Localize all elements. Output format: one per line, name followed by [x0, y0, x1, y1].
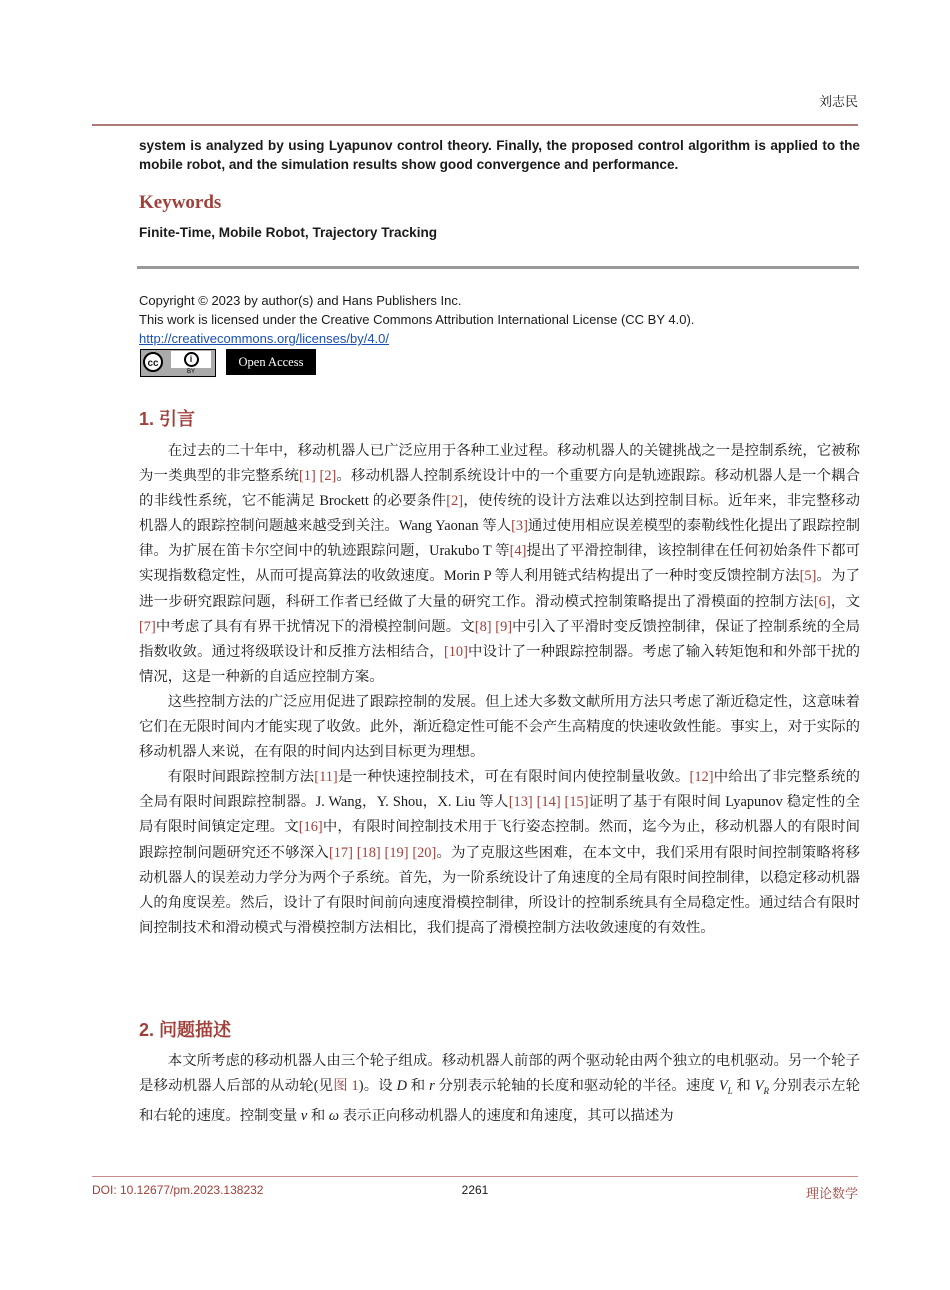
text-run: 。移动机器人控制系统设计中的一个重要方向是轨迹跟踪。移动机器人是一个耦合的非线性系统，它不能满足 Brockett 的必要条件 [139, 468, 860, 510]
text-run: 中给出了非完整系统的全局有限时间跟踪控制器。J. Wang，Y. Shou，X. Liu 等人 [139, 769, 860, 811]
cc-by-badge[interactable] [140, 349, 216, 377]
text-run: 中设计了一种跟踪控制器。考虑了输入转矩饱和和外部干扰的情况，这是一种新的自适应控制方案。 [139, 643, 860, 685]
license-line: This work is licensed under the Creative Commons Attribution International License (CC BY 4.0). [139, 312, 695, 327]
section1-paragraph-2 [139, 690, 860, 765]
license-block [139, 291, 694, 348]
section1-body [139, 439, 860, 941]
text-run: 有限时间跟踪控制方法 [167, 769, 315, 786]
text-run: 这些控制方法的广泛应用促进了跟踪控制的发展。但上述大多数文献所用方法只考虑了渐近稳定性，这意味着它们在无限时间内才能实现了收敛。此外，渐近稳定性可能不会产生高精度的快速收敛性能。事实上，对于实际的移动机器人来说，在有限的时间内达到目标更为理想。 [139, 693, 860, 761]
citation-ref[interactable]: [10] [443, 643, 468, 660]
text-run: 分别表示左轮和右轮的速度。控制变量 [139, 1078, 860, 1125]
cc-icon: cc [143, 352, 163, 372]
by-icon: i [171, 351, 211, 368]
math-variable: D [396, 1078, 407, 1095]
text-run: 和 [307, 1108, 329, 1125]
text-run: ，使传统的设计方法难以达到控制目标。近年来，非完整移动机器人的跟踪控制问题越来越受到关注。Wang Yaonan 等人 [139, 493, 861, 535]
citation-ref[interactable]: [5] [799, 568, 817, 585]
copyright-line: Copyright © 2023 by author(s) and Hans Publishers Inc. [139, 293, 462, 308]
by-label: BY [186, 369, 195, 375]
section1-title: 1. 引言 [139, 409, 196, 429]
citation-ref[interactable]: [1] [2] [299, 468, 337, 485]
footer-journal: 理论数学 [805, 1186, 858, 1201]
open-access-badge[interactable]: Open Access [226, 349, 316, 375]
text-run: 本文所考虑的移动机器人由三个轮子组成。移动机器人前部的两个驱动轮由两个独立的电机驱动。另一个轮子是移动机器人后部的从动轮(见 [139, 1053, 860, 1095]
math-variable: $V_R$ [754, 1078, 770, 1096]
text-run: 通过使用相应误差模型的泰勒线性化提出了跟踪控制律。为扩展在笛卡尔空间中的轨迹跟踪问题，Urakubo T 等 [139, 518, 860, 560]
text-run: 是一种快速控制技术，可在有限时间内使控制量收敛。 [337, 769, 690, 786]
section2-paragraph-1 [139, 1049, 860, 1129]
math-variable: v [300, 1108, 308, 1125]
text-run: 表示正向移动机器人的速度和角速度，其可以描述为 [339, 1108, 674, 1125]
citation-ref[interactable]: [6] [813, 593, 831, 610]
section1-paragraph-1 [139, 439, 860, 690]
citation-ref[interactable]: [4] [509, 543, 527, 560]
text-run: ，文 [830, 593, 860, 610]
footer-doi[interactable]: DOI: 10.12677/pm.2023.138232 [92, 1183, 264, 1197]
text-run: 中引入了平滑时变反馈控制律，保证了控制系统的全局指数收敛。通过将级联设计和反推方法相结合， [139, 618, 860, 660]
text-run: 。为了进一步研究跟踪问题，科研工作者已经做了大量的研究工作。滑动模式控制策略提出了滑模面的控制方法 [139, 568, 860, 610]
citation-ref[interactable]: [12] [689, 769, 714, 786]
text-run: 和 [732, 1078, 755, 1095]
citation-ref[interactable]: [13] [14] [15] [508, 794, 589, 811]
citation-ref[interactable]: 图 1 [333, 1078, 359, 1095]
citation-ref[interactable]: [17] [18] [19] [20] [328, 844, 437, 861]
text-run: 。为了克服这些困难，在本文中，我们采用有限时间控制策略将移动机器人的误差动力学分为两个子系统。首先，为一阶系统设计了角速度的全局有限时间控制律，以稳定移动机器人的角度误差。然后，设计了有限时间前向速度滑模控制律，所设计的控制系统具有全局稳定性。通过结合有限时间控制技术和滑动模式与滑模控制方法相比，我们提高了滑模控制方法收敛速度的有效性。 [139, 844, 860, 936]
section2-body [139, 1049, 860, 1129]
citation-ref[interactable]: [3] [511, 518, 528, 535]
keywords-text: Finite-Time, Mobile Robot, Trajectory Tracking [139, 225, 438, 240]
citation-ref[interactable]: [2] [446, 493, 464, 510]
citation-ref[interactable]: [11] [314, 769, 338, 786]
license-badges [140, 349, 316, 377]
citation-ref[interactable]: [8] [9] [474, 618, 513, 635]
abstract-text: system is analyzed by using Lyapunov control theory. Finally, the proposed control algorithm is applied to the mobile robot, and the simulation results show good convergence and performance. [139, 138, 860, 172]
header-author: 刘志民 [818, 94, 858, 109]
text-run: 分别表示轮轴的长度和驱动轮的半径。速度 [434, 1078, 719, 1095]
text-run: 中，有限时间控制技术用于飞行姿态控制。然而，迄今为止，移动机器人的有限时间跟踪控制问题研究还不够深入 [139, 819, 860, 861]
citation-ref[interactable]: [7] [139, 618, 156, 635]
section2-title: 2. 问题描述 [139, 1020, 232, 1040]
math-variable: ω [328, 1108, 340, 1125]
license-link[interactable]: http://creativecommons.org/licenses/by/4.0/ [139, 331, 390, 346]
text-run: 中考虑了具有有界干扰情况下的滑模控制问题。文 [155, 618, 475, 635]
page-number: 2261 [461, 1183, 489, 1197]
text-run: )。设 [358, 1078, 397, 1095]
text-run: 提出了平滑控制律，该控制律在任何初始条件下都可实现指数稳定性，从而可提高算法的收敛速度。Morin P 等人利用链式结构提出了一种时变反馈控制方法 [139, 543, 860, 585]
math-variable: r [429, 1078, 435, 1095]
header-divider [92, 124, 858, 126]
text-run: 在过去的二十年中，移动机器人已广泛应用于各种工业过程。移动机器人的关键挑战之一是控制系统，它被称为一类典型的非完整系统 [139, 443, 860, 485]
keywords-divider [137, 266, 859, 269]
citation-ref[interactable]: [16] [298, 819, 323, 836]
section1-paragraph-3 [139, 765, 860, 941]
footer-divider [92, 1176, 858, 1177]
text-run: 证明了基于有限时间 Lyapunov 稳定性的全局有限时间镇定定理。文 [139, 794, 860, 836]
text-run: 和 [407, 1078, 430, 1095]
keywords-heading: Keywords [139, 192, 222, 213]
math-variable: $V_L$ [718, 1078, 733, 1096]
